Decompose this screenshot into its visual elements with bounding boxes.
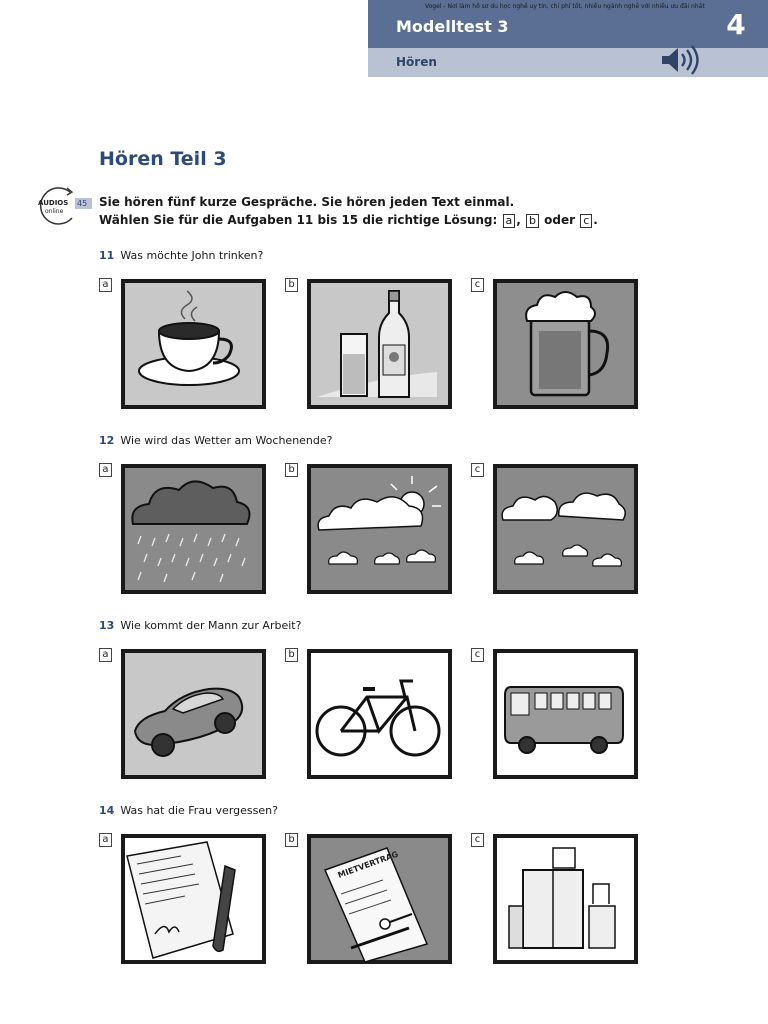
- picture-coffee[interactable]: [121, 279, 266, 409]
- option-label-b[interactable]: b: [285, 278, 298, 292]
- bicycle-icon: [307, 649, 452, 779]
- cloudy-icon: [493, 464, 638, 594]
- page-title: Hören Teil 3: [99, 148, 227, 170]
- option-label-a[interactable]: a: [99, 648, 112, 662]
- furniture-icon: [493, 834, 638, 964]
- option-label-c[interactable]: c: [471, 648, 484, 662]
- option-label-c[interactable]: c: [471, 278, 484, 292]
- picture-letter-pen[interactable]: [121, 834, 266, 964]
- bus-icon: [493, 649, 638, 779]
- picture-contract[interactable]: [307, 834, 452, 964]
- picture-sun-clouds[interactable]: [307, 464, 452, 594]
- option-label-b[interactable]: b: [285, 463, 298, 477]
- picture-rain[interactable]: [121, 464, 266, 594]
- question-text: Was möchte John trinken?: [120, 249, 264, 262]
- option-box-a: a: [503, 214, 516, 228]
- contract-heading: MIETVERTRAG: [336, 849, 400, 880]
- header-section: Hören: [396, 55, 437, 69]
- instruction-end: .: [593, 213, 598, 227]
- picture-furniture[interactable]: [493, 834, 638, 964]
- option-label-a[interactable]: a: [99, 463, 112, 477]
- question-number: 11: [99, 249, 115, 262]
- audio-badge-sublabel: online: [45, 208, 64, 215]
- question-13: [99, 619, 301, 632]
- question-text: Wie wird das Wetter am Wochenende?: [120, 434, 333, 447]
- sun-cloud-icon: [307, 464, 452, 594]
- instruction-line-2: Wählen Sie für die Aufgaben 11 bis 15 die richtige Lösung: a , b oder c .: [99, 213, 598, 227]
- option-label-b[interactable]: b: [285, 648, 298, 662]
- picture-bus[interactable]: [493, 649, 638, 779]
- audio-badge-label: AUDIOS: [38, 199, 69, 207]
- car-icon: [121, 649, 266, 779]
- question-11: [99, 249, 263, 262]
- instruction-text: Wählen Sie für die Aufgaben 11 bis 15 die richtige Lösung:: [99, 213, 502, 227]
- question-number: 13: [99, 619, 115, 632]
- picture-car[interactable]: [121, 649, 266, 779]
- header-watermark: Vogel - Nơi làm hồ sơ du học nghề uy tín, chi phí tốt, nhiều ngành nghề với nhiều ưu đãi nhất: [425, 3, 705, 10]
- option-label-a[interactable]: a: [99, 833, 112, 847]
- question-14: [99, 804, 278, 817]
- option-box-c: c: [580, 214, 592, 228]
- option-box-b: b: [526, 214, 539, 228]
- picture-beer[interactable]: [493, 279, 638, 409]
- question-12: [99, 434, 333, 447]
- question-text: Was hat die Frau vergessen?: [120, 804, 278, 817]
- picture-water-juice[interactable]: [307, 279, 452, 409]
- contract-key-icon: [307, 834, 452, 964]
- option-label-b[interactable]: b: [285, 833, 298, 847]
- letter-pen-icon: [121, 834, 266, 964]
- option-label-a[interactable]: a: [99, 278, 112, 292]
- option-label-c[interactable]: c: [471, 463, 484, 477]
- audio-track-number: 45: [77, 199, 88, 208]
- rain-cloud-icon: [121, 464, 266, 594]
- header-title: Modelltest 3: [396, 17, 509, 36]
- page-header: [368, 0, 768, 77]
- beer-mug-icon: [493, 279, 638, 409]
- bottle-glass-icon: [307, 279, 452, 409]
- instruction-line-1: Sie hören fünf kurze Gespräche. Sie hören jeden Text einmal.: [99, 195, 515, 209]
- question-text: Wie kommt der Mann zur Arbeit?: [120, 619, 302, 632]
- instructions: [99, 193, 598, 229]
- speaker-icon: [658, 45, 708, 75]
- coffee-cup-icon: [121, 279, 266, 409]
- question-number: 14: [99, 804, 115, 817]
- picture-clouds[interactable]: [493, 464, 638, 594]
- question-number: 12: [99, 434, 115, 447]
- option-label-c[interactable]: c: [471, 833, 484, 847]
- picture-bicycle[interactable]: [307, 649, 452, 779]
- audio-badge: [36, 184, 94, 228]
- header-number: 4: [726, 8, 746, 41]
- instruction-or: oder: [539, 213, 580, 227]
